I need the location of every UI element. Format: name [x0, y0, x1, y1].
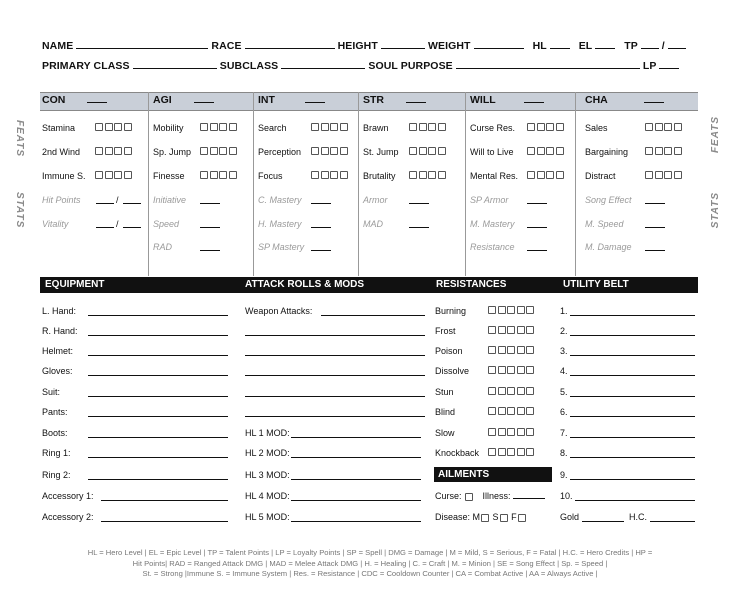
agi-score-field[interactable] [194, 94, 214, 103]
vitality-max-field[interactable] [123, 227, 141, 228]
equip-field[interactable] [88, 457, 228, 458]
will-stat-sp-armor: SP Armor [470, 195, 509, 205]
equip-field[interactable] [101, 500, 228, 501]
attack-line-field[interactable] [245, 416, 425, 417]
m-damage-field[interactable] [645, 250, 665, 251]
attack-heading: ATTACK ROLLS & MODS [245, 279, 365, 290]
mad-field[interactable] [409, 227, 429, 228]
primary-class-field[interactable] [133, 60, 217, 69]
equip-label: Helmet: [42, 346, 74, 356]
tp-label: TP [624, 40, 638, 52]
utility-field[interactable] [570, 416, 695, 417]
will-feat-curse-res: Curse Res. [470, 123, 516, 133]
hl-label: HL [532, 40, 547, 52]
cha-stat-song-effect: Song Effect [585, 195, 632, 205]
tp-current-field[interactable] [641, 40, 659, 49]
utility-belt-heading: UTILITY BELT [563, 279, 629, 290]
hit-points-slash: / [116, 195, 119, 205]
vitality-current-field[interactable] [96, 227, 114, 228]
resistance-boxes[interactable] [488, 306, 534, 314]
utility-field[interactable] [570, 437, 695, 438]
equip-label: Ring 2: [42, 470, 71, 480]
con-feat-2nd-wind: 2nd Wind [42, 147, 81, 157]
con-feat-stamina-boxes[interactable] [95, 123, 132, 131]
cha-stat-m-speed: M. Speed [585, 219, 624, 229]
footer-line: Hit Points| RAD = Ranged Attack DMG | MAD = Melee Attack DMG | H. = Healing | C. = Craft | M. = Minion | SE = Song Effect | Sp. = Speed | [132, 558, 608, 568]
equip-field[interactable] [101, 521, 228, 522]
utility-field[interactable] [575, 500, 695, 501]
hl-mod-label: HL 4 MOD: [245, 491, 290, 501]
hl-mod-field[interactable] [291, 521, 421, 522]
footer-line: St. = Strong |Immune S. = Immune System | Res. = Resistance | CDC = Cooldown Counter | CA = Combat Active | AA = Always Active | [142, 569, 598, 578]
cha-feat-sales: Sales [585, 123, 608, 133]
resistance-label: Blind [435, 407, 456, 417]
int-stat-h-mastery: H. Mastery [258, 219, 302, 229]
stats-side-label-left: STATS [14, 192, 25, 229]
utility-number: 3. [560, 346, 568, 356]
int-label: INT [258, 94, 275, 106]
soul-purpose-field[interactable] [456, 60, 640, 69]
disease-mild-checkbox[interactable] [481, 514, 489, 522]
utility-field[interactable] [570, 479, 695, 480]
lp-field[interactable] [659, 60, 679, 69]
song-effect-field[interactable] [645, 203, 665, 204]
gold-field[interactable] [582, 521, 624, 522]
con-feat-immune: Immune S. [42, 171, 86, 181]
will-score-field[interactable] [524, 94, 544, 103]
race-field[interactable] [245, 40, 335, 49]
agi-header [153, 94, 214, 106]
con-stat-vitality: Vitality [42, 219, 69, 229]
tp-max-field[interactable] [668, 40, 686, 49]
column-divider [148, 92, 149, 276]
primary-class-label: PRIMARY CLASS [42, 60, 130, 72]
m-mastery-field[interactable] [527, 227, 547, 228]
int-feat-search-boxes[interactable] [311, 123, 348, 131]
con-feat-stamina: Stamina [42, 123, 76, 133]
resistance-boxes[interactable] [488, 326, 534, 334]
str-score-field[interactable] [406, 94, 426, 103]
gold-label: Gold [560, 512, 580, 522]
hl-field[interactable] [550, 40, 570, 49]
hl-mod-label: HL 3 MOD: [245, 470, 290, 480]
rad-field[interactable] [200, 250, 220, 251]
hl-mod-field[interactable] [291, 457, 421, 458]
equip-field[interactable] [88, 315, 228, 316]
disease-label: Disease: [435, 512, 471, 522]
attack-line-field[interactable] [245, 375, 425, 376]
will-header [470, 94, 544, 106]
feats-side-label-right: FEATS [710, 116, 721, 154]
hl-mod-label: HL 1 MOD: [245, 428, 290, 438]
resistance-boxes[interactable] [488, 428, 534, 436]
hit-points-max-field[interactable] [123, 203, 141, 204]
utility-number: 7. [560, 428, 568, 438]
int-feat-perception-boxes[interactable] [311, 147, 348, 155]
resistance-boxes[interactable] [488, 346, 534, 354]
int-feat-focus-boxes[interactable] [311, 171, 348, 179]
resistance-label: Frost [435, 326, 456, 336]
int-score-field[interactable] [305, 94, 325, 103]
curse-checkbox[interactable] [465, 493, 473, 501]
initiative-field[interactable] [200, 203, 220, 204]
tp-slash: / [661, 40, 665, 52]
race-label: RACE [211, 40, 242, 52]
equip-label: Accessory 1: [42, 491, 94, 501]
equip-field[interactable] [88, 355, 228, 356]
str-feat-brutality: Brutality [363, 171, 396, 181]
h-mastery-field[interactable] [311, 227, 331, 228]
name-field[interactable] [76, 40, 208, 49]
header-row-1 [42, 40, 686, 52]
agi-feat-mobility: Mobility [153, 123, 184, 133]
weight-label: WEIGHT [427, 40, 471, 52]
utility-number: 4. [560, 366, 568, 376]
equip-field[interactable] [88, 335, 228, 336]
illness-field[interactable] [513, 491, 545, 499]
hero-credits-field[interactable] [650, 521, 695, 522]
will-feat-will-to-live-boxes[interactable] [527, 147, 564, 155]
speed-field[interactable] [200, 227, 220, 228]
equip-field[interactable] [88, 396, 228, 397]
con-stat-hit-points: Hit Points [42, 195, 81, 205]
cha-feat-bargaining-boxes[interactable] [645, 147, 682, 155]
cha-feat-bargaining: Bargaining [585, 147, 629, 157]
equip-label: Accessory 2: [42, 512, 94, 522]
str-stat-mad: MAD [363, 219, 383, 229]
utility-number: 1. [560, 306, 568, 316]
con-score-field[interactable] [87, 94, 107, 103]
resistance-field[interactable] [527, 250, 547, 251]
cha-label: CHA [585, 94, 608, 106]
equip-field[interactable] [88, 479, 228, 480]
utility-number: 8. [560, 448, 568, 458]
hl-mod-field[interactable] [291, 500, 421, 501]
hero-credits-label: H.C. [629, 512, 647, 522]
footer-legend [40, 548, 700, 580]
con-feat-2nd-wind-boxes[interactable] [95, 147, 132, 155]
equip-label: Pants: [42, 407, 68, 417]
armor-field[interactable] [409, 203, 429, 204]
ailments-heading: AILMENTS [438, 469, 490, 480]
agi-feat-sp-jump: Sp. Jump [153, 147, 192, 157]
header-row-2 [42, 60, 679, 72]
utility-field[interactable] [570, 396, 695, 397]
utility-number: 6. [560, 407, 568, 417]
ailment-row-1 [435, 491, 545, 501]
utility-field[interactable] [570, 457, 695, 458]
will-feat-will-to-live: Will to Live [470, 147, 514, 157]
cha-stat-m-damage: M. Damage [585, 242, 632, 252]
resistance-boxes[interactable] [488, 366, 534, 374]
str-feat-brawn-boxes[interactable] [409, 123, 446, 131]
int-feat-perception: Perception [258, 147, 302, 157]
m-speed-field[interactable] [645, 227, 665, 228]
feats-side-label-left: FEATS [14, 120, 25, 158]
resistance-label: Burning [435, 306, 467, 316]
agi-feat-sp-jump-boxes[interactable] [200, 147, 237, 155]
utility-number: 2. [560, 326, 568, 336]
resistance-label: Knockback [435, 448, 480, 458]
stats-side-label-right: STATS [710, 192, 721, 229]
weapon-attacks-label: Weapon Attacks: [245, 306, 313, 316]
attack-line-field[interactable] [245, 396, 425, 397]
illness-label: Illness: [482, 491, 511, 501]
cha-feat-distract: Distract [585, 171, 616, 181]
utility-number: 10. [560, 491, 573, 501]
int-stat-sp-mastery: SP Mastery [258, 242, 305, 252]
str-feat-st-jump-boxes[interactable] [409, 147, 446, 155]
int-header [258, 94, 325, 106]
hl-mod-label: HL 5 MOD: [245, 512, 290, 522]
lp-label: LP [642, 60, 657, 72]
el-field[interactable] [595, 40, 615, 49]
equip-field[interactable] [88, 375, 228, 376]
column-divider [575, 92, 576, 276]
agi-stat-initiative: Initiative [153, 195, 187, 205]
ailment-row-2 [435, 512, 527, 522]
resistance-boxes[interactable] [488, 407, 534, 415]
equip-label: Boots: [42, 428, 68, 438]
equip-label: Ring 1: [42, 448, 71, 458]
c-mastery-field[interactable] [311, 203, 331, 204]
utility-number: 9. [560, 470, 568, 480]
footer-line: HL = Hero Level | EL = Epic Level | TP = Talent Points | LP = Loyalty Points | SP = Spell | DMG = Damage | M = Mild, S = Serious, F = Fatal | H.C. = Hero Credits | HP = [87, 548, 653, 557]
curse-label: Curse: [435, 491, 462, 501]
equip-label: Suit: [42, 387, 61, 397]
attack-line-field[interactable] [245, 335, 425, 336]
will-stat-m-mastery: M. Mastery [470, 219, 515, 229]
cha-score-field[interactable] [644, 94, 664, 103]
str-feat-brutality-boxes[interactable] [409, 171, 446, 179]
disease-s-label: S [492, 512, 499, 522]
agi-feat-finesse: Finesse [153, 171, 185, 181]
weight-field[interactable] [474, 40, 524, 49]
subclass-label: SUBCLASS [219, 60, 279, 72]
hit-points-current-field[interactable] [96, 203, 114, 204]
weapon-attacks-field[interactable] [321, 315, 425, 316]
el-label: EL [578, 40, 593, 52]
disease-f-label: F [511, 512, 517, 522]
equip-label: Gloves: [42, 366, 73, 376]
resistance-label: Poison [435, 346, 463, 356]
equipment-heading: EQUIPMENT [45, 279, 105, 290]
agi-feat-mobility-boxes[interactable] [200, 123, 237, 131]
agi-label: AGI [153, 94, 172, 106]
height-field[interactable] [381, 40, 425, 49]
sp-armor-field[interactable] [527, 203, 547, 204]
name-label: NAME [42, 40, 74, 52]
cha-header [585, 94, 664, 106]
agi-feat-finesse-boxes[interactable] [200, 171, 237, 179]
resistance-label: Dissolve [435, 366, 470, 376]
utility-field[interactable] [570, 315, 695, 316]
utility-field[interactable] [570, 355, 695, 356]
con-header [42, 94, 107, 106]
str-stat-armor: Armor [363, 195, 388, 205]
resistance-label: Slow [435, 428, 455, 438]
str-header [363, 94, 426, 106]
disease-m-label: M [472, 512, 481, 522]
disease-serious-checkbox[interactable] [500, 514, 508, 522]
will-feat-mental-res: Mental Res. [470, 171, 519, 181]
con-feat-immune-boxes[interactable] [95, 171, 132, 179]
cha-feat-sales-boxes[interactable] [645, 123, 682, 131]
str-feat-brawn: Brawn [363, 123, 389, 133]
equip-field[interactable] [88, 416, 228, 417]
str-label: STR [363, 94, 384, 106]
disease-fatal-checkbox[interactable] [518, 514, 526, 522]
height-label: HEIGHT [337, 40, 378, 52]
hl-mod-field[interactable] [291, 479, 421, 480]
will-stat-resistance: Resistance [470, 242, 515, 252]
resistance-boxes[interactable] [488, 387, 534, 395]
agi-stat-speed: Speed [153, 219, 180, 229]
agi-stat-rad: RAD [153, 242, 173, 252]
resistance-boxes[interactable] [488, 448, 534, 456]
resistances-heading: RESISTANCES [436, 279, 507, 290]
subclass-field[interactable] [281, 60, 365, 69]
int-stat-c-mastery: C. Mastery [258, 195, 302, 205]
utility-field[interactable] [570, 375, 695, 376]
int-feat-search: Search [258, 123, 287, 133]
equip-label: R. Hand: [42, 326, 78, 336]
cha-feat-distract-boxes[interactable] [645, 171, 682, 179]
con-label: CON [42, 94, 66, 106]
int-feat-focus: Focus [258, 171, 283, 181]
utility-field[interactable] [570, 335, 695, 336]
will-feat-curse-res-boxes[interactable] [527, 123, 564, 131]
hl-mod-field[interactable] [291, 437, 421, 438]
equip-field[interactable] [88, 437, 228, 438]
resistance-label: Stun [435, 387, 454, 397]
vitality-slash: / [116, 219, 119, 229]
equip-label: L. Hand: [42, 306, 77, 316]
will-feat-mental-res-boxes[interactable] [527, 171, 564, 179]
column-divider [253, 92, 254, 276]
attack-line-field[interactable] [245, 355, 425, 356]
soul-purpose-label: SOUL PURPOSE [368, 60, 453, 72]
utility-number: 5. [560, 387, 568, 397]
sp-mastery-field[interactable] [311, 250, 331, 251]
column-divider [465, 92, 466, 276]
hl-mod-label: HL 2 MOD: [245, 448, 290, 458]
will-label: WILL [470, 94, 496, 106]
column-divider [358, 92, 359, 276]
str-feat-st-jump: St. Jump [363, 147, 399, 157]
